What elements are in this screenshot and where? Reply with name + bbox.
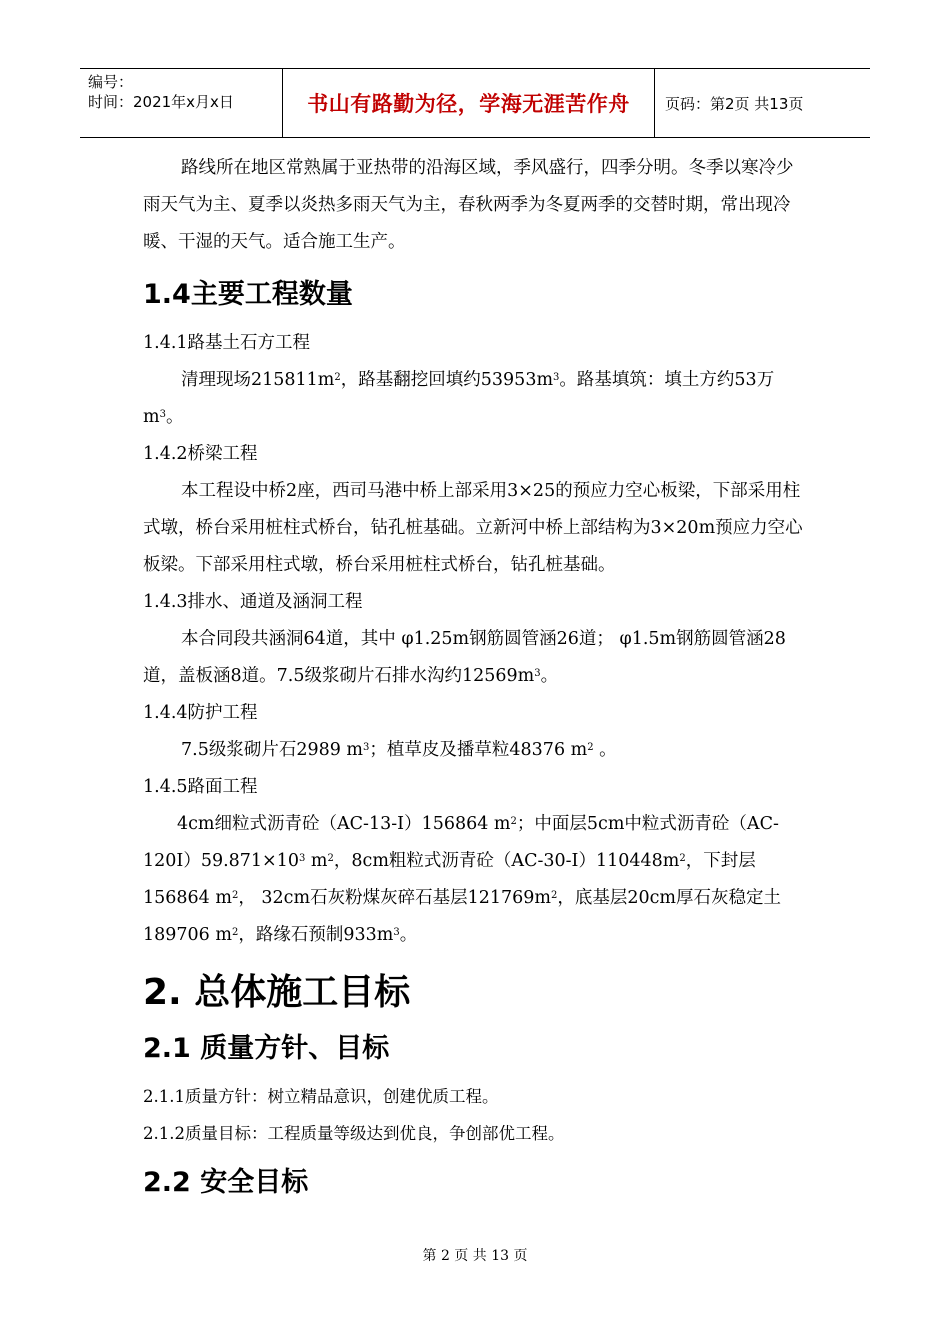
header-page-info: 页码：第2页 共13页: [665, 94, 804, 113]
section-1-4-3-body: 本合同段共涵洞64道，其中 φ1.25m钢筋圆管涵26道； φ1.5m钢筋圆管涵28道，盖板涵8道。7.5级浆砌片石排水沟约$12569m^3$。: [143, 629, 786, 686]
section-1-4-4-title: 1.4.4防护工程: [143, 703, 258, 723]
heading-2-1: 2.1 质量方针、目标: [143, 1033, 390, 1064]
document-time-label: 时间：2021年x月x日: [88, 93, 234, 111]
header-left-cell: [80, 69, 283, 137]
section-1-4-1-title: 1.4.1路基土石方工程: [143, 333, 311, 353]
header-table: [80, 68, 870, 138]
section-2-1-2: 2.1.2质量目标：工程质量等级达到优良，争创部优工程。: [143, 1124, 565, 1143]
page-footer: 第 2 页 共 13 页: [422, 1248, 528, 1264]
section-1-4-1-body: 清理现场$215811m^2$，路基翻挖回填约$53953m^3$。路基填筑：填土方约53万$m^3$。: [143, 370, 775, 427]
heading-2-2: 2.2 安全目标: [143, 1167, 309, 1198]
section-1-4-5-body: 4cm细粒式沥青砼（AC-13-I）156864 $m^2$；中面层5cm中粒式沥青砼$(AC-120I)59.871\times 10^3$ $m^2$，8cm粗粒式沥青砼$(AC-30-I)110448m^2$，下封层156864 $m^2$， 32cm石灰粉煤灰碎石基层$121769m^2$，底基层20cm厚石灰稳定土189706 $m^2$，路缘石预制$933m^3$。: [143, 814, 782, 945]
section-1-4-4-body: 7.5级浆砌片石2989 $m^3$；植草皮及播草粒48376 $m^2$ 。: [181, 740, 617, 760]
section-1-4-3-title: 1.4.3排水、通道及涵洞工程: [143, 592, 363, 612]
section-1-4-2-title: 1.4.2桥梁工程: [143, 444, 258, 464]
document-body: [143, 150, 808, 1212]
section-1-4-5-title: 1.4.5路面工程: [143, 777, 258, 797]
section-1-4-2-body: 本工程设中桥2座，西司马港中桥上部采用3×25的预应力空心板梁，下部采用柱式墩，桥台采用桩柱式桥台，钻孔桩基础。立新河中桥上部结构为3×20m预应力空心板梁。下部采用柱式墩，桥台采用桩柱式桥台，钻孔桩基础。: [143, 481, 803, 575]
document-number-label: 编号：: [88, 73, 134, 91]
climate-paragraph: 路线所在地区常熟属于亚热带的沿海区域，季风盛行，四季分明。冬季以寒冷少雨天气为主、夏季以炎热多雨天气为主，春秋两季为冬夏两季的交替时期，常出现冷暖、干湿的天气。适合施工生产。: [143, 158, 794, 252]
section-2-1-1: 2.1.1质量方针：树立精品意识，创建优质工程。: [143, 1087, 499, 1106]
heading-1-4: 1.4主要工程数量: [143, 279, 353, 310]
heading-2: 2. 总体施工目标: [143, 972, 411, 1013]
header-motto: 书山有路勤为径，学海无涯苦作舟: [283, 69, 655, 137]
